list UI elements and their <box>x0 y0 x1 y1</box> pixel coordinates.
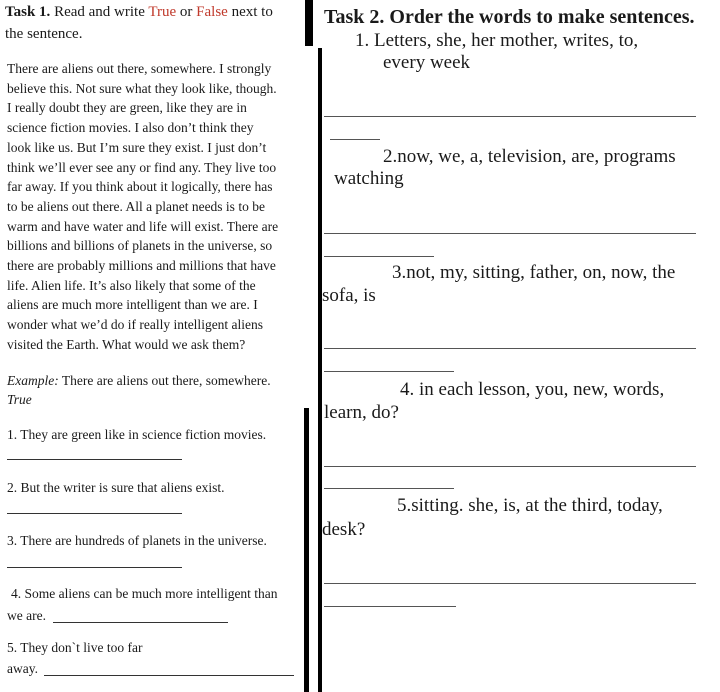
passage-line: to be aliens out there. All a planet needs is to be <box>7 198 265 214</box>
passage-line: believe this. Not sure what they look like, though. <box>7 80 277 96</box>
example-text: There are aliens out there, somewhere. <box>61 373 271 388</box>
passage-line: I really doubt they are green, like they are in <box>7 100 247 116</box>
passage-line: think we’ll ever see any or find any. They live too <box>7 159 277 175</box>
question-1-words-cont: every week <box>383 52 471 73</box>
question-3-words: 3.not, my, sitting, father, on, now, the <box>392 262 676 283</box>
divider-mark-top <box>305 0 313 46</box>
passage-line: warm and have water and life will exist. There are <box>7 218 279 234</box>
statement-2: 2. But the writer is sure that aliens exist. <box>7 480 225 495</box>
statement-4-cont: we are. <box>7 608 46 623</box>
task2-title: Task 2. Order the words to make sentences. <box>324 6 695 28</box>
task1-instruction-pre: Read and write <box>54 4 145 20</box>
statement-5: 5. They don`t live too far <box>7 640 143 655</box>
passage-line: There are aliens out there, somewhere. I strongly <box>7 61 272 76</box>
passage-line: wonder what we’d do if really intelligent aliens <box>7 317 264 333</box>
answer-line-q4[interactable] <box>324 466 696 467</box>
answer-line-1[interactable] <box>7 459 182 460</box>
statement-3: 3. There are hundreds of planets in the universe. <box>7 533 267 548</box>
task1-instruction-line2: the sentence. <box>5 26 83 42</box>
passage-line: science fiction movies. I also don’t think they <box>7 120 254 136</box>
divider-mark-bottom <box>304 408 309 692</box>
question-5-words-cont: desk? <box>322 519 366 540</box>
answer-line-q1b[interactable] <box>330 139 380 140</box>
answer-line-q2b[interactable] <box>324 256 434 257</box>
question-1-words: 1. Letters, she, her mother, writes, to, <box>355 30 639 51</box>
false-word: False <box>196 4 228 20</box>
task1-instruction <box>5 4 273 21</box>
passage-line: life. Alien life. It’s also likely that some of the <box>7 277 256 293</box>
answer-line-5[interactable] <box>44 675 294 676</box>
passage-line: billions and billions of planets in the universe, so <box>7 238 273 254</box>
or-word: or <box>179 4 193 20</box>
divider-line <box>318 48 322 692</box>
question-4-words: 4. in each lesson, you, new, words, <box>400 379 665 400</box>
example-answer: True <box>7 392 32 407</box>
task1-instruction-post: next to <box>231 4 273 20</box>
question-2-words: 2.now, we, a, television, are, programs <box>383 146 676 167</box>
passage-line: look like us. But I’m sure they exist. I just don’t <box>7 139 267 155</box>
true-word: True <box>148 4 177 20</box>
statement-4: 4. Some aliens can be much more intelligent than <box>11 586 278 601</box>
reading-passage <box>7 59 278 355</box>
answer-line-q5[interactable] <box>324 583 696 584</box>
answer-line-q3[interactable] <box>324 348 696 349</box>
example-label: Example: <box>7 373 59 388</box>
statement-5-cont: away. <box>7 661 38 676</box>
answer-line-4[interactable] <box>53 622 228 623</box>
question-2-words-cont: watching <box>334 168 404 189</box>
passage-line: visited the Earth. What would we ask them? <box>7 336 246 352</box>
answer-line-3[interactable] <box>7 567 182 568</box>
answer-line-q4b[interactable] <box>324 488 454 489</box>
answer-line-q1[interactable] <box>324 116 696 117</box>
example-sentence <box>7 373 271 389</box>
answer-line-q3b[interactable] <box>324 371 454 372</box>
statement-1: 1. They are green like in science fiction movies. <box>7 427 267 442</box>
task1-label: Task 1. <box>5 4 51 20</box>
question-3-words-cont: sofa, is <box>322 285 376 306</box>
passage-line: far away. If you think about it logically, there has <box>7 179 273 195</box>
answer-line-2[interactable] <box>7 513 182 514</box>
passage-line: there are probably millions and millions that have <box>7 258 276 274</box>
question-4-words-cont: learn, do? <box>324 402 399 423</box>
answer-line-q5b[interactable] <box>324 606 456 607</box>
answer-line-q2[interactable] <box>324 233 696 234</box>
question-5-words: 5.sitting. she, is, at the third, today, <box>397 495 663 516</box>
passage-line: aliens are much more intelligent than we are. I <box>7 297 258 313</box>
